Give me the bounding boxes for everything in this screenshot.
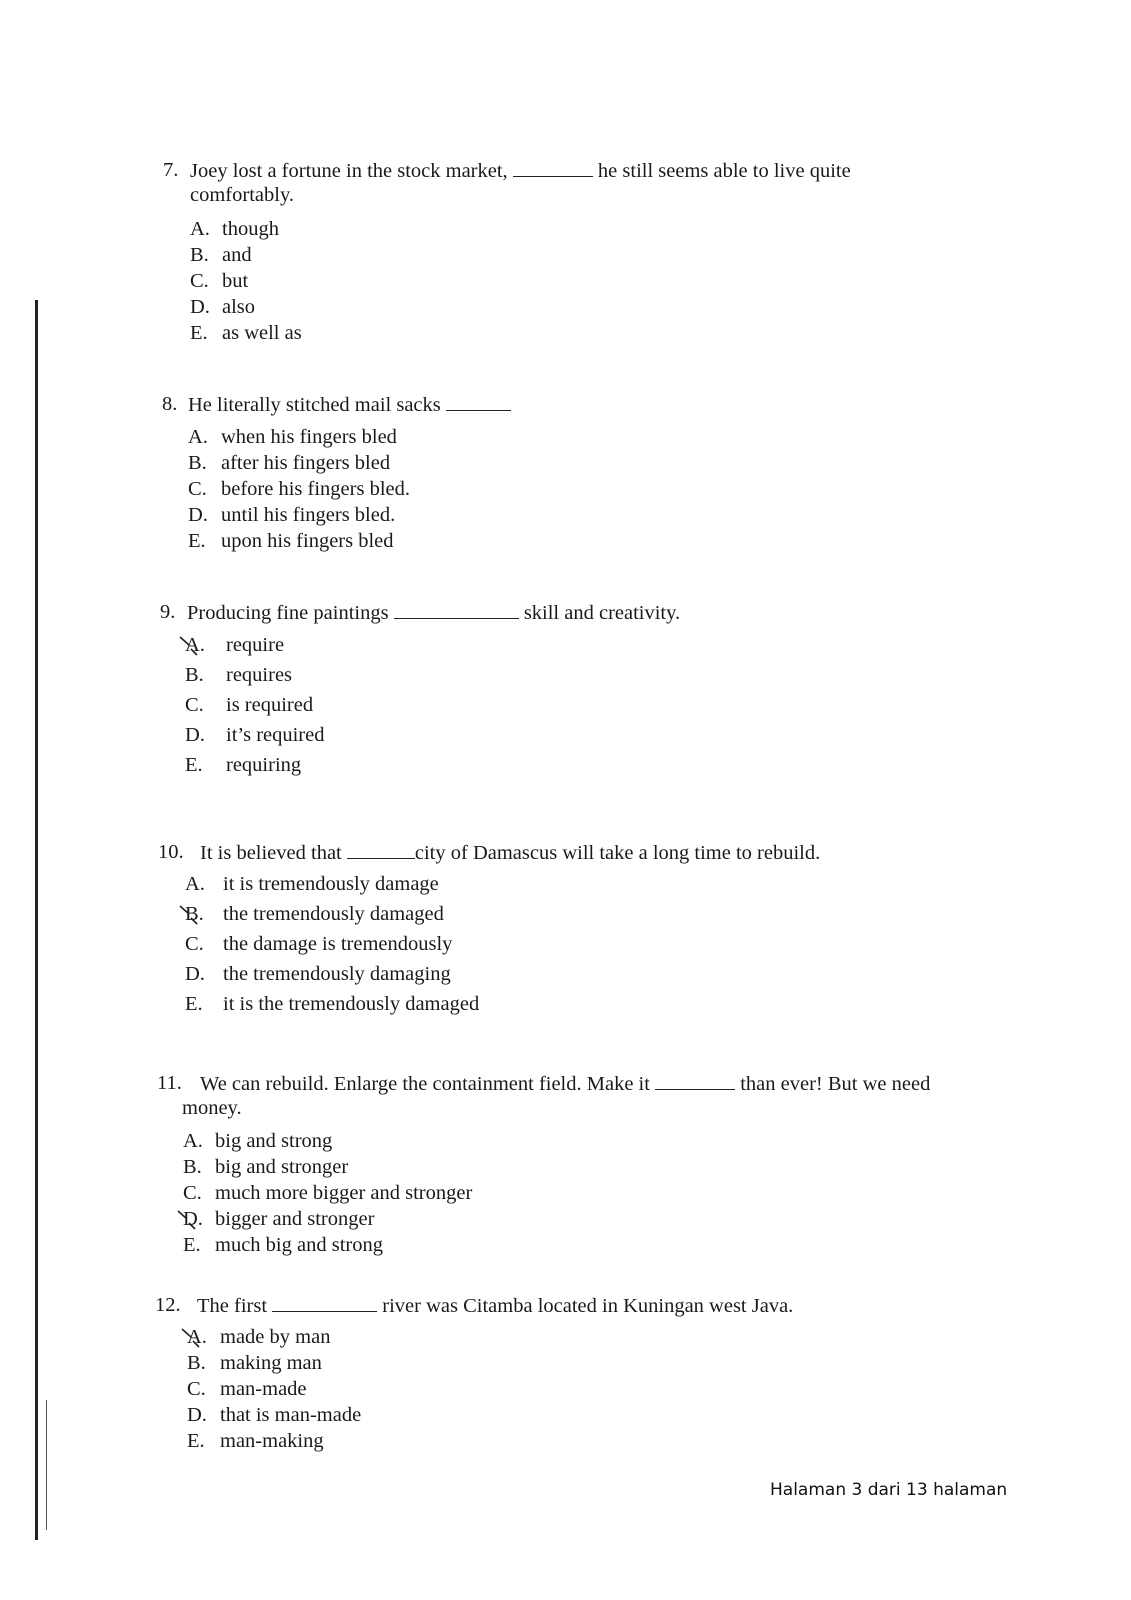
handwritten-check-mark-icon (175, 1207, 199, 1231)
option-text: big and strong (215, 1130, 333, 1152)
option-text: after his fingers bled (221, 452, 391, 474)
option-letter: C. (185, 933, 204, 955)
option-letter: B. (185, 903, 204, 925)
option-text: the tremendously damaging (223, 963, 451, 985)
option-letter: A. (183, 1130, 203, 1152)
question-number: 10. (158, 841, 184, 863)
option-text: requires (226, 664, 293, 686)
stem-text: he still seems able to live quite (592, 160, 851, 182)
option-letter: D. (187, 1404, 207, 1426)
option-text: it’s required (226, 724, 325, 746)
answer-blank (272, 1293, 377, 1312)
option-text: making man (220, 1352, 322, 1374)
option-text: and (222, 244, 252, 266)
question-stem (188, 392, 511, 417)
question-stem (190, 158, 851, 183)
answer-blank (446, 392, 511, 411)
stem-continuation: money. (182, 1097, 242, 1119)
option-letter: E. (188, 530, 206, 552)
option-text: it is tremendously damage (223, 873, 439, 895)
option-letter: E. (185, 993, 203, 1015)
option-letter: A. (185, 873, 205, 895)
option-text: require (226, 634, 285, 656)
question-stem (187, 600, 680, 625)
question-number: 8. (162, 393, 178, 415)
stem-text: city of Damascus will take a long time to rebuild. (414, 842, 821, 864)
stem-text: river was Citamba located in Kuningan west Java. (377, 1295, 794, 1317)
option-letter: D. (190, 296, 210, 318)
stem-text: than ever! But we need (735, 1073, 931, 1095)
stem-text: He literally stitched mail sacks (188, 394, 446, 416)
stem-text: Producing fine paintings (187, 602, 394, 624)
question-number: 9. (160, 601, 176, 623)
option-letter: A. (187, 1326, 207, 1348)
option-text: before his fingers bled. (221, 478, 410, 500)
page-footer: Halaman 3 dari 13 halaman (770, 1480, 1008, 1500)
handwritten-check-mark-icon (177, 633, 201, 657)
handwritten-check-mark-icon (179, 1325, 203, 1349)
option-text: but (222, 270, 249, 292)
option-letter: B. (185, 664, 204, 686)
option-letter: C. (185, 694, 204, 716)
option-letter: E. (183, 1234, 201, 1256)
option-letter: B. (187, 1352, 206, 1374)
stem-text: It is believed that (200, 842, 347, 864)
option-letter: E. (185, 754, 203, 776)
option-letter: E. (190, 322, 208, 344)
option-text: man-made (220, 1378, 307, 1400)
question-stem (200, 1071, 930, 1096)
option-text: though (222, 218, 279, 240)
option-letter: D. (185, 963, 205, 985)
option-letter: D. (185, 724, 205, 746)
option-text: made by man (220, 1326, 331, 1348)
option-letter: A. (188, 426, 208, 448)
scan-edge-line (46, 1400, 47, 1530)
option-text: the damage is tremendously (223, 933, 453, 955)
option-text: it is the tremendously damaged (223, 993, 480, 1015)
option-letter: B. (190, 244, 209, 266)
stem-text: Joey lost a fortune in the stock market, (190, 160, 513, 182)
option-letter: B. (183, 1156, 202, 1178)
option-text: much more bigger and stronger (215, 1182, 473, 1204)
stem-text: The first (197, 1295, 273, 1317)
option-letter: D. (188, 504, 208, 526)
stem-continuation: comfortably. (190, 184, 294, 206)
option-text: that is man-made (220, 1404, 362, 1426)
handwritten-check-mark-icon (177, 902, 201, 926)
option-letter: E. (187, 1430, 205, 1452)
option-text: much big and strong (215, 1234, 383, 1256)
option-text: as well as (222, 322, 302, 344)
option-text: upon his fingers bled (221, 530, 394, 552)
option-letter: C. (190, 270, 209, 292)
answer-blank (394, 600, 519, 619)
option-text: the tremendously damaged (223, 903, 444, 925)
scan-edge-line (35, 300, 38, 1540)
option-text: man-making (220, 1430, 324, 1452)
option-text: bigger and stronger (215, 1208, 375, 1230)
option-letter: C. (183, 1182, 202, 1204)
option-text: also (222, 296, 256, 318)
question-stem (200, 840, 820, 865)
option-letter: D. (183, 1208, 203, 1230)
answer-blank (347, 840, 415, 859)
option-text: big and stronger (215, 1156, 349, 1178)
option-letter: A. (185, 634, 205, 656)
option-letter: C. (187, 1378, 206, 1400)
option-text: is required (226, 694, 314, 716)
question-number: 12. (155, 1294, 181, 1316)
option-text: requiring (226, 754, 302, 776)
question-number: 11. (157, 1072, 182, 1094)
stem-text: skill and creativity. (518, 602, 681, 624)
option-text: when his fingers bled (221, 426, 397, 448)
option-letter: B. (188, 452, 207, 474)
answer-blank (513, 158, 593, 177)
stem-text: We can rebuild. Enlarge the containment field. Make it (200, 1073, 656, 1095)
option-text: until his fingers bled. (221, 504, 396, 526)
option-letter: C. (188, 478, 207, 500)
option-letter: A. (190, 218, 210, 240)
question-stem (197, 1293, 793, 1318)
answer-blank (655, 1071, 735, 1090)
question-number: 7. (163, 159, 179, 181)
